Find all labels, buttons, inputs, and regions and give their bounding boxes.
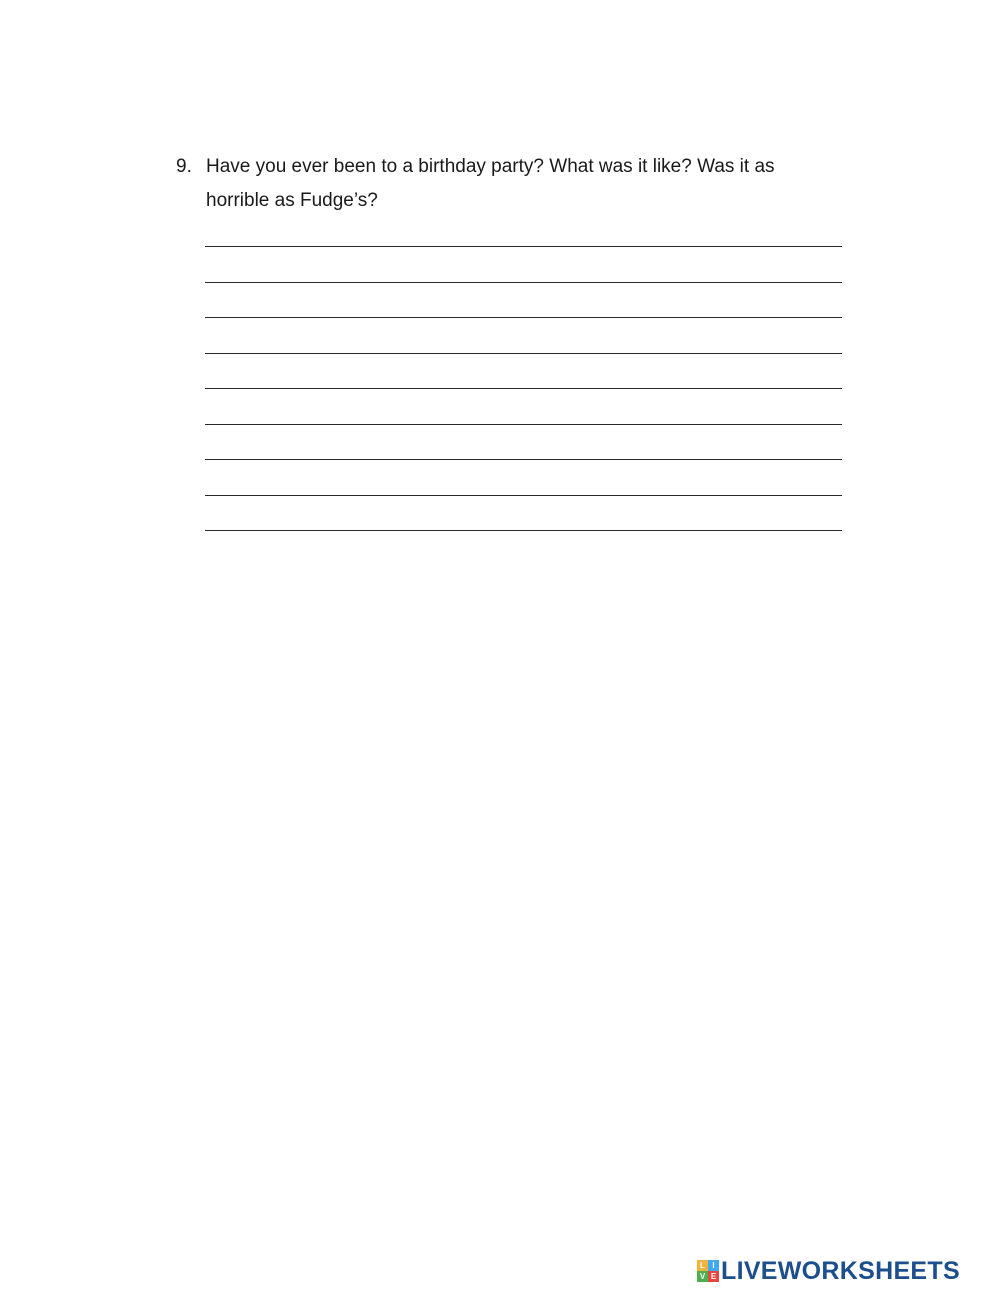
answer-line-2[interactable]	[205, 281, 842, 283]
logo-letter-e: E	[708, 1271, 719, 1282]
answer-line-6[interactable]	[205, 423, 842, 425]
answer-line-9[interactable]	[205, 529, 842, 531]
question-number: 9.	[176, 156, 192, 177]
question-text-line-2: horrible as Fudge’s?	[206, 190, 378, 211]
liveworksheets-logo-icon	[697, 1260, 719, 1282]
answer-lines	[205, 245, 842, 565]
logo-letter-v: V	[697, 1271, 708, 1282]
answer-line-1[interactable]	[205, 245, 842, 247]
answer-line-5[interactable]	[205, 387, 842, 389]
question-text-line-1: Have you ever been to a birthday party? What was it like? Was it as	[206, 156, 775, 177]
question-text	[206, 150, 846, 218]
answer-line-8[interactable]	[205, 494, 842, 496]
answer-line-3[interactable]	[205, 316, 842, 318]
logo-letter-i: I	[708, 1260, 719, 1271]
answer-line-7[interactable]	[205, 458, 842, 460]
logo-letter-l: L	[697, 1260, 708, 1271]
brand-name: LIVEWORKSHEETS	[721, 1256, 960, 1285]
answer-line-4[interactable]	[205, 352, 842, 354]
liveworksheets-brand	[697, 1257, 960, 1285]
